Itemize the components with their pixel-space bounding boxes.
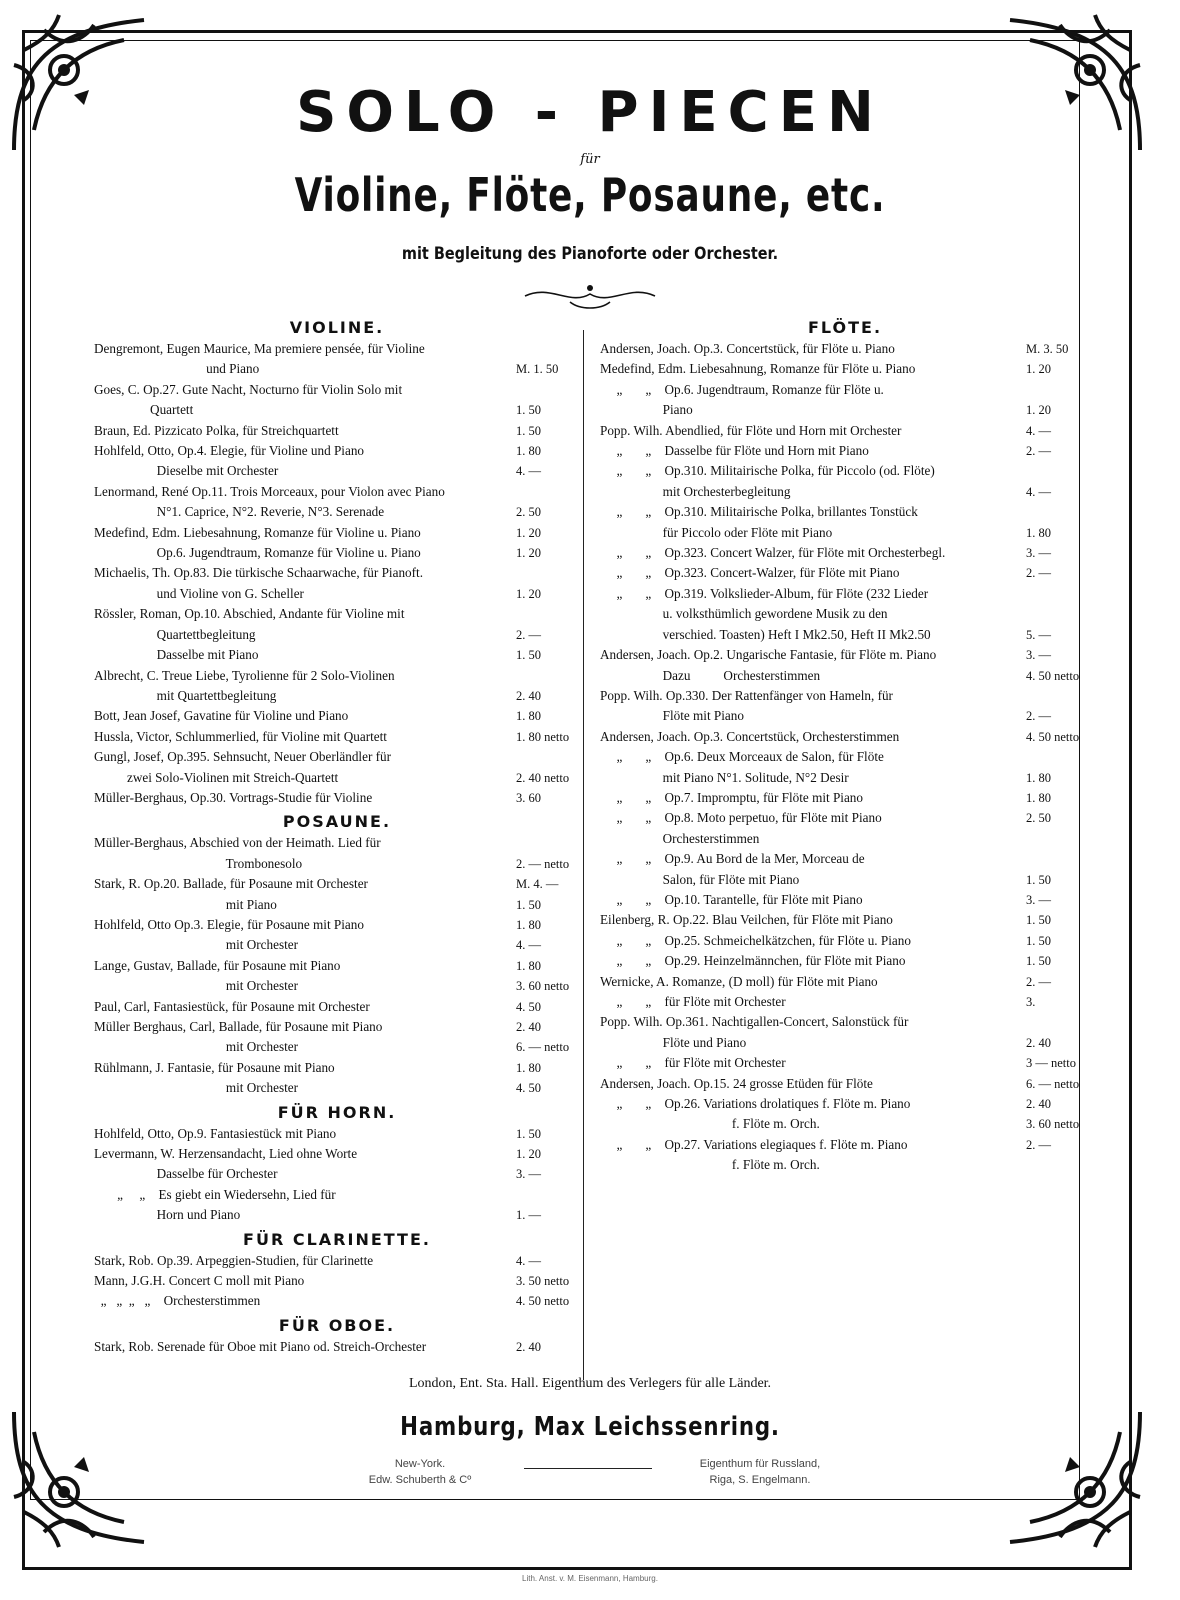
page-subtitle: Violine, Flöte, Posaune, etc.	[294, 168, 886, 222]
entry-price: 1. 50	[516, 648, 541, 663]
entry-price: 1. 50	[516, 897, 541, 912]
entry-price: 6. — netto	[516, 1040, 570, 1055]
entry-title: „ „ Op.6. Deux Morceaux de Salon, für Flöte	[600, 749, 884, 765]
entry-title: mit Orchester	[94, 937, 299, 953]
entry-title: „ „ Op.319. Volkslieder-Album, für Flöte (232 Lieder	[600, 585, 929, 601]
entry-price: 3. 60 netto	[516, 979, 570, 994]
catalog-entry	[600, 1135, 1090, 1155]
entry-title: Hohlfeld, Otto, Op.4. Elegie, für Violine und Piano	[94, 443, 365, 459]
riga-agent	[640, 1456, 880, 1488]
oboe-list	[94, 1337, 580, 1357]
entry-title: „ „ Op.323. Concert-Walzer, für Flöte mit Piano	[600, 565, 900, 581]
entry-title: verschied. Toasten) Heft I Mk2.50, Heft II Mk2.50	[600, 626, 931, 642]
entry-price: 1. 50	[516, 423, 541, 438]
entry-price: 2. —	[516, 627, 541, 642]
catalog-entry	[94, 1124, 580, 1144]
catalog-entry	[94, 1291, 580, 1311]
catalog-entry	[600, 441, 1090, 461]
entry-price: 2. 50	[1026, 811, 1051, 826]
catalog-entry	[94, 895, 580, 915]
catalog-entry	[94, 1251, 580, 1271]
catalog-entry	[94, 666, 580, 686]
entry-title: Dasselbe mit Piano	[94, 647, 259, 663]
catalog-entry	[600, 400, 1090, 420]
entry-title: Rühlmann, J. Fantasie, für Posaune mit Piano	[94, 1059, 335, 1075]
catalog-entry	[94, 935, 580, 955]
catalog-entry	[94, 1144, 580, 1164]
entry-title: Braun, Ed. Pizzicato Polka, für Streichquartett	[94, 422, 339, 438]
section-heading-horn: FÜR HORN.	[277, 1102, 397, 1122]
entry-title: Stark, Rob. Serenade für Oboe mit Piano od. Streich-Orchester	[94, 1338, 427, 1354]
entry-price: 4. —	[516, 1253, 541, 1268]
posaune-list	[94, 833, 580, 1098]
entry-title: „ „ Dasselbe für Flöte und Horn mit Piano	[600, 443, 869, 459]
entry-price: 1. 80	[516, 917, 541, 932]
entry-title: und Violine von G. Scheller	[94, 585, 304, 601]
entry-price: 3. —	[1026, 546, 1051, 561]
catalog-entry	[94, 1078, 580, 1098]
entry-title: Popp. Wilh. Op.361. Nachtigallen-Concert, Salonstück für	[600, 1014, 909, 1030]
catalog-entry	[94, 1205, 580, 1225]
entry-title: Orchesterstimmen	[600, 830, 760, 846]
catalog-entry	[600, 706, 1090, 726]
catalog-entry	[600, 788, 1090, 808]
entry-title: mit Orchester	[94, 1039, 299, 1055]
entry-price: 1. 50	[516, 403, 541, 418]
entry-price: 1. 80	[516, 444, 541, 459]
catalog-entry	[600, 686, 1090, 706]
catalog-entry	[94, 604, 580, 624]
entry-price: M. 3. 50	[1026, 342, 1069, 356]
accompaniment-line: mit Begleitung des Pianoforte oder Orchester.	[401, 244, 779, 264]
catalog-entry	[94, 380, 580, 400]
catalog-entry	[600, 951, 1090, 971]
entry-title: Horn und Piano	[94, 1207, 241, 1223]
catalog-entry	[94, 1164, 580, 1184]
column-divider	[583, 330, 584, 1380]
entry-price: 4. 50	[516, 1081, 541, 1096]
catalog-entry	[600, 1114, 1090, 1134]
catalog-entry	[600, 829, 1090, 849]
entry-title: Levermann, W. Herzensandacht, Lied ohne Worte	[94, 1146, 358, 1162]
entry-price: 3. 50 netto	[516, 1274, 570, 1289]
entry-title: „ „ für Flöte mit Orchester	[600, 1055, 786, 1071]
catalog-entry	[600, 931, 1090, 951]
entry-price: 6. — netto	[1026, 1076, 1080, 1091]
catalog-entry	[600, 870, 1090, 890]
entry-title: „ „ „ „ Orchesterstimmen	[94, 1293, 261, 1309]
entry-title: Paul, Carl, Fantasiestück, für Posaune mit Orchester	[94, 998, 370, 1014]
entry-price: 1. 50	[1026, 954, 1051, 969]
catalog-entry	[600, 849, 1090, 869]
entry-price: 2. —	[1026, 709, 1051, 724]
catalog-entry	[600, 625, 1090, 645]
entry-title: Andersen, Joach. Op.3. Concertstück, für Flöte u. Piano	[600, 341, 895, 356]
catalog-entry	[94, 645, 580, 665]
entry-price: 1. 80	[1026, 770, 1051, 785]
catalog-entry	[94, 359, 580, 379]
catalog-entry	[600, 1155, 1090, 1175]
catalog-entry	[94, 563, 580, 583]
entry-price: 1. —	[516, 1208, 541, 1223]
entry-price: 2. —	[1026, 566, 1051, 581]
russia-rights: Eigenthum für Russland,	[699, 1458, 821, 1470]
entry-title: „ „ Op.6. Jugendtraum, Romanze für Flöte u.	[600, 381, 884, 397]
entry-title: Flöte und Piano	[600, 1034, 747, 1050]
entry-price: 4. —	[516, 464, 541, 479]
catalog-entry	[600, 666, 1090, 686]
entry-title: Stark, Rob. Op.39. Arpeggien-Studien, für Clarinette	[94, 1252, 374, 1268]
section-heading-oboe: FÜR OBOE.	[278, 1315, 396, 1335]
entry-price: 4. 50 netto	[516, 1294, 570, 1309]
entry-title: für Piccolo oder Flöte mit Piano	[600, 524, 833, 540]
section-heading-floete: FLÖTE.	[807, 318, 883, 337]
entry-title: mit Orchester	[94, 1080, 299, 1096]
catalog-entry	[600, 992, 1090, 1012]
entry-price: 1. 80 netto	[516, 729, 570, 744]
entry-title: Bott, Jean Josef, Gavatine für Violine und Piano	[94, 708, 349, 724]
right-column	[600, 314, 1090, 1176]
page-title: SOLO - PIECEN	[296, 80, 884, 145]
catalog-entry	[600, 380, 1090, 400]
catalog-entry	[94, 1058, 580, 1078]
entry-title: mit Orchester	[94, 978, 299, 994]
catalog-entry	[600, 890, 1090, 910]
catalog-entry	[600, 727, 1090, 747]
entry-price: 1. 80	[516, 709, 541, 724]
entry-title: Medefind, Edm. Liebesahnung, Romanze für Violine u. Piano	[94, 524, 421, 540]
entry-price: 4. —	[1026, 484, 1051, 499]
catalog-entry	[94, 1037, 580, 1057]
catalog-entry	[94, 523, 580, 543]
catalog-entry	[94, 543, 580, 563]
entry-title: Albrecht, C. Treue Liebe, Tyrolienne für 2 Solo-Violinen	[94, 667, 395, 683]
entry-title: Flöte mit Piano	[600, 708, 744, 724]
new-york-firm: Edw. Schuberth & Cº	[368, 1474, 472, 1486]
entry-title: Rössler, Roman, Op.10. Abschied, Andante für Violine mit	[94, 606, 405, 622]
entry-title: Hussla, Victor, Schlummerlied, für Violine mit Quartett	[94, 728, 387, 744]
printer-imprint: Lith. Anst. v. M. Eisenmann, Hamburg.	[522, 1574, 658, 1583]
entry-price: 2. 40	[1026, 1097, 1051, 1112]
catalog-entry	[600, 808, 1090, 828]
entry-title: Dengremont, Eugen Maurice, Ma premiere pensée, für Violine	[94, 341, 425, 356]
entry-title: zwei Solo-Violinen mit Streich-Quartett	[94, 769, 339, 785]
catalog-entry	[94, 461, 580, 481]
catalog-entry	[94, 1017, 580, 1037]
entry-title: u. volksthümlich gewordene Musik zu den	[600, 606, 888, 622]
catalog-entry	[600, 543, 1090, 563]
entry-price: 1. 50	[1026, 872, 1051, 887]
entry-price: 1. 20	[516, 546, 541, 561]
entry-price: 1. 20	[516, 586, 541, 601]
entry-title: mit Piano	[94, 896, 277, 912]
entry-price: 2. —	[1026, 1137, 1051, 1152]
entry-title: Quartettbegleitung	[94, 626, 256, 642]
entry-title: „ „ Op.310. Militairische Polka, für Piccolo (od. Flöte)	[600, 463, 935, 479]
catalog-entry	[94, 727, 580, 747]
catalog-entry	[94, 1337, 580, 1357]
horn-list	[94, 1124, 580, 1226]
catalog-entry	[600, 461, 1090, 481]
catalog-entry	[94, 768, 580, 788]
floete-list	[600, 339, 1090, 1176]
entry-price: 2. —	[1026, 444, 1051, 459]
catalog-entry	[600, 768, 1090, 788]
entry-price: 4. —	[1026, 423, 1051, 438]
entry-price: 1. 20	[1026, 403, 1051, 418]
section-heading-posaune: POSAUNE.	[282, 812, 392, 832]
entry-title: „ „ Op.29. Heinzelmännchen, für Flöte mit Piano	[600, 953, 906, 969]
catalog-entry	[600, 502, 1090, 522]
copyright-line: London, Ent. Sta. Hall. Eigenthum des Verlegers für alle Länder.	[408, 1376, 772, 1391]
entry-price: 3. 60	[516, 790, 541, 805]
entry-price: 1. 20	[516, 525, 541, 540]
catalog-entry	[600, 584, 1090, 604]
entry-title: Gungl, Josef, Op.395. Sehnsucht, Neuer Oberländler für	[94, 749, 392, 765]
entry-title: Trombonesolo	[94, 855, 303, 871]
entry-title: Hohlfeld, Otto, Op.9. Fantasiestück mit Piano	[94, 1125, 337, 1141]
publisher-name: Hamburg, Max Leichssenring.	[400, 1412, 780, 1442]
entry-title: „ „ Op.7. Impromptu, für Flöte mit Piano	[600, 789, 863, 805]
entry-title: Lenormand, René Op.11. Trois Morceaux, pour Violon avec Piano	[94, 483, 445, 499]
catalog-entry	[600, 645, 1090, 665]
entry-title: Mann, J.G.H. Concert C moll mit Piano	[94, 1273, 305, 1289]
catalog-entry	[600, 1053, 1090, 1073]
entry-title: „ „ Op.323. Concert Walzer, für Flöte mit Orchesterbegl.	[600, 545, 946, 561]
entry-price: 2. 40	[1026, 1035, 1051, 1050]
entry-price: 2. 40	[516, 1020, 541, 1034]
new-york-agent	[300, 1456, 540, 1488]
entry-price: 2. — netto	[516, 856, 570, 871]
entry-price: 2. 40	[516, 688, 541, 703]
catalog-entry	[600, 747, 1090, 767]
entry-title: „ „ Op.25. Schmeichelkätzchen, für Flöte u. Piano	[600, 932, 911, 948]
entry-price: 1. 80	[1026, 525, 1051, 540]
catalog-entry	[94, 874, 580, 894]
entry-price: 1. 80	[516, 958, 541, 973]
catalog-entry	[94, 833, 580, 853]
catalog-entry	[94, 482, 580, 502]
entry-title: Popp. Wilh. Abendlied, für Flöte und Horn mit Orchester	[600, 422, 902, 438]
entry-title: Op.6. Jugendtraum, Romanze für Violine u. Piano	[94, 545, 421, 561]
entry-price: 4. 50	[516, 999, 541, 1014]
entry-price: 2. 50	[516, 505, 541, 520]
footer-divider	[524, 1468, 652, 1469]
entry-price: 1. 80	[516, 1060, 541, 1075]
entry-title: Popp. Wilh. Op.330. Der Rattenfänger von Hameln, für	[600, 687, 893, 703]
catalog-entry	[600, 1033, 1090, 1053]
entry-price: 2. 40	[516, 1339, 541, 1354]
catalog-entry	[600, 1094, 1090, 1114]
section-heading-violine: VIOLINE.	[289, 318, 385, 337]
entry-title: „ „ Op.8. Moto perpetuo, für Flöte mit Piano	[600, 810, 882, 826]
entry-title: Goes, C. Op.27. Gute Nacht, Nocturno für Violin Solo mit	[94, 381, 403, 397]
entry-title: „ „ Op.9. Au Bord de la Mer, Morceau de	[600, 851, 865, 867]
entry-title: „ „ Op.27. Variations elegiaques f. Flöte m. Piano	[600, 1136, 908, 1152]
new-york-city: New-York.	[394, 1458, 446, 1470]
center-flourish-icon	[520, 276, 660, 312]
catalog-entry	[94, 706, 580, 726]
catalog-entry	[600, 482, 1090, 502]
entry-title: Stark, R. Op.20. Ballade, für Posaune mit Orchester	[94, 876, 368, 892]
violine-list	[94, 339, 580, 808]
catalog-entry	[94, 854, 580, 874]
catalog-entry	[94, 997, 580, 1017]
title-connector: für	[580, 152, 600, 167]
entry-price: 4. 50 netto	[1026, 729, 1080, 744]
entry-price: 3. —	[1026, 892, 1051, 907]
catalog-entry	[94, 686, 580, 706]
entry-title: Salon, für Flöte mit Piano	[600, 871, 800, 887]
entry-title: Dasselbe für Orchester	[94, 1166, 278, 1182]
catalog-entry	[600, 359, 1090, 379]
catalog-entry	[600, 1012, 1090, 1032]
entry-title: Medefind, Edm. Liebesahnung, Romanze für Flöte u. Piano	[600, 361, 916, 377]
catalog-entry	[94, 421, 580, 441]
catalog-entry	[94, 584, 580, 604]
entry-price: 1. 50	[1026, 913, 1051, 928]
entry-price: 3.	[1026, 995, 1036, 1009]
catalog-entry	[94, 915, 580, 935]
entry-title: Andersen, Joach. Op.3. Concertstück, Orchesterstimmen	[600, 728, 900, 744]
entry-price: 3. 60 netto	[1026, 1117, 1080, 1132]
entry-price: 1. 80	[1026, 790, 1051, 805]
entry-price: 4. 50 netto	[1026, 668, 1080, 683]
entry-price: 3 — netto	[1026, 1056, 1076, 1071]
catalog-entry	[94, 502, 580, 522]
catalog-entry	[94, 1271, 580, 1291]
entry-price: 3. —	[516, 1167, 541, 1182]
catalog-entry	[94, 625, 580, 645]
entry-title: Müller-Berghaus, Abschied von der Heimath. Lied für	[94, 835, 381, 851]
entry-title: f. Flöte m. Orch.	[600, 1116, 820, 1132]
entry-price: 1. 50	[1026, 933, 1051, 948]
catalog-entry	[600, 421, 1090, 441]
entry-title: „ „ für Flöte mit Orchester	[600, 994, 786, 1009]
catalog-entry	[94, 400, 580, 420]
entry-title: Hohlfeld, Otto Op.3. Elegie, für Posaune mit Piano	[94, 916, 364, 932]
catalog-entry	[600, 523, 1090, 543]
entry-price: 2. —	[1026, 974, 1051, 989]
entry-title: Wernicke, A. Romanze, (D moll) für Flöte mit Piano	[600, 973, 878, 989]
entry-title: „ „ Op.310. Militairische Polka, brillantes Tonstück	[600, 504, 918, 520]
entry-title: mit Quartettbegleitung	[94, 687, 277, 703]
catalog-entry	[600, 972, 1090, 992]
entry-title: Piano	[600, 402, 693, 418]
entry-title: N°1. Caprice, N°2. Reverie, N°3. Serenade	[94, 504, 385, 520]
section-heading-clarinette: FÜR CLARINETTE.	[243, 1229, 431, 1249]
entry-price: 1. 20	[516, 1147, 541, 1162]
entry-title: Dazu Orchesterstimmen	[600, 667, 821, 683]
entry-title: „ „ Es giebt ein Wiedersehn, Lied für	[94, 1186, 336, 1202]
catalog-entry	[94, 441, 580, 461]
entry-price: 1. 20	[1026, 362, 1051, 377]
catalog-entry	[94, 956, 580, 976]
catalog-entry	[600, 339, 1090, 359]
catalog-entry	[600, 1074, 1090, 1094]
entry-price: M. 1. 50	[516, 362, 559, 377]
catalog-entry	[94, 747, 580, 767]
catalog-entry	[94, 339, 580, 359]
entry-title: Andersen, Joach. Op.15. 24 grosse Etüden für Flöte	[600, 1075, 873, 1091]
entry-title: Eilenberg, R. Op.22. Blau Veilchen, für Flöte mit Piano	[600, 912, 893, 928]
catalog-entry	[94, 976, 580, 996]
left-column	[94, 314, 580, 1357]
entry-title: Dieselbe mit Orchester	[94, 463, 279, 479]
entry-title: „ „ Op.26. Variations drolatiques f. Flöte m. Piano	[600, 1096, 911, 1112]
catalog-entry	[94, 1185, 580, 1205]
entry-price: 5. —	[1026, 627, 1051, 642]
entry-title: Andersen, Joach. Op.2. Ungarische Fantasie, für Flöte m. Piano	[600, 647, 937, 663]
catalog-entry	[600, 910, 1090, 930]
entry-title: „ „ Op.10. Tarantelle, für Flöte mit Piano	[600, 891, 863, 907]
entry-title: Michaelis, Th. Op.83. Die türkische Schaarwache, für Pianoft.	[94, 565, 423, 581]
entry-title: Quartett	[94, 402, 194, 418]
entry-price: M. 4. —	[516, 877, 559, 892]
entry-title: f. Flöte m. Orch.	[600, 1157, 820, 1173]
entry-price: 3. —	[1026, 648, 1051, 663]
entry-price: 1. 50	[516, 1126, 541, 1141]
entry-title: mit Piano N°1. Solitude, N°2 Desir	[600, 769, 849, 785]
catalog-entry	[600, 604, 1090, 624]
entry-title: und Piano	[94, 361, 260, 377]
catalog-entry	[94, 788, 580, 808]
entry-title: mit Orchesterbegleitung	[600, 483, 791, 499]
entry-price: 2. 40 netto	[516, 770, 570, 785]
clarinette-list	[94, 1251, 580, 1312]
entry-title: Müller-Berghaus, Op.30. Vortrags-Studie für Violine	[94, 789, 373, 805]
entry-price: 4. —	[516, 938, 541, 953]
riga-firm: Riga, S. Engelmann.	[709, 1474, 811, 1486]
catalog-entry	[600, 563, 1090, 583]
entry-title: Lange, Gustav, Ballade, für Posaune mit Piano	[94, 957, 341, 973]
entry-title: Müller Berghaus, Carl, Ballade, für Posaune mit Piano	[94, 1019, 383, 1034]
